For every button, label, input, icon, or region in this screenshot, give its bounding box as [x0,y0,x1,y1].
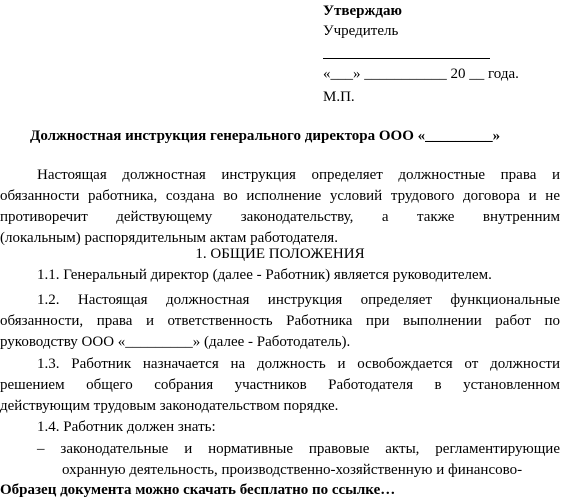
bullet-line: – законодательные и нормативные правовые акты, регламентирующие [37,441,560,457]
paragraph-line: обязанности, права и ответственность Работника при выполнении работ по [0,313,560,329]
paragraph-1-4: 1.4. Работник должен знать: [37,419,216,435]
approval-position: Учредитель [323,23,399,39]
intro-line: (локальным) распорядительным актам работодателя. [0,230,338,246]
download-link[interactable]: Образец документа можно скачать бесплатно по ссылке… [0,482,396,498]
intro-line: обязанности работника, создана во исполнение условий трудового договора и не [0,188,560,204]
intro-line: Настоящая должностная инструкция определяет должностные права и [37,167,560,183]
intro-line: противоречит действующему законодательству, а также внутренним [0,209,560,225]
signature-line [323,58,490,59]
paragraph-1-1: 1.1. Генеральный директор (далее - Работник) является руководителем. [37,267,492,283]
paragraph-line: руководству ООО «_________» (далее - Работодатель). [0,334,351,350]
section-heading: 1. ОБЩИЕ ПОЛОЖЕНИЯ [195,246,365,262]
paragraph-line: 1.2. Настоящая должностная инструкция определяет функциональные [37,292,560,308]
paragraph-line: решением общего собрания участников Работодателя в установленном [0,377,560,393]
approval-date-line: «___» ___________ 20 __ года. [323,66,519,82]
paragraph-line: 1.3. Работник назначается на должность и освобождается от должности [37,356,560,372]
paragraph-line: действующим трудовым законодательством порядке. [0,398,339,414]
bullet-line: охранную деятельность, производственно-хозяйственную и финансово- [62,462,523,478]
approval-title: Утверждаю [323,3,402,19]
seal-label: М.П. [323,89,355,105]
document-title: Должностная инструкция генерального директора ООО «_________» [30,128,501,144]
